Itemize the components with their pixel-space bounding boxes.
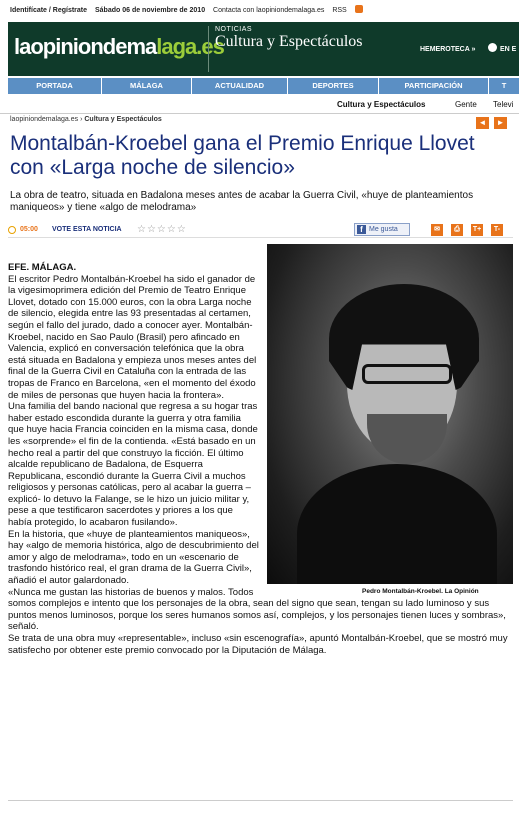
vote-label[interactable]: VOTE ESTA NOTICIA [52, 226, 122, 233]
nav-item-deportes[interactable]: DEPORTES [288, 78, 379, 94]
en-label: EN E [500, 46, 517, 53]
font-increase-icon[interactable]: T+ [471, 224, 483, 236]
article-paragraph: Se trata de una obra muy «representable», incluso «sin escenografía», apuntó Montalbán-Kroebel, que se mostró muy satisfecho por obtener este premio convocado por la Diputación de Málaga. [8, 633, 508, 656]
nav-item-participacion[interactable]: PARTICIPACIÓN [379, 78, 489, 94]
article-paragraph: El escritor Pedro Montalbán-Kroebel ha sido el ganador de la vigesimoprimera edición del Premio de Teatro Enrique Llovet, dotado con 15.000 euros, con la obra Larga noche de silencio, elegida entre las 93 presentadas al certamen, según el fallo del jurado, dado a conocer ayer. Montalbán-Kroebel, nacido en Sao Paulo (Brasil) pero afincado en Valencia, explicó en conversación telefónica que la obra está situada en Badalona y empieza unos meses antes del final de la Guerra Civil en Cataluña con la entrada de las tropas de Franco en Barcelona, «en el momento del éxodo de miles de personas que huyen hacia la frontera». [8, 273, 257, 401]
nav-item-actualidad[interactable]: ACTUALIDAD [192, 78, 288, 94]
site-header [8, 22, 519, 76]
article-tools-bar [8, 222, 513, 238]
section-name: Cultura y Espectáculos [215, 33, 363, 50]
rss-icon [355, 5, 363, 13]
facebook-like-button[interactable] [354, 223, 410, 236]
email-icon[interactable]: ✉ [431, 224, 443, 236]
login-register-link[interactable]: Identifícate / Regístrate [10, 7, 88, 14]
print-icon[interactable]: ⎙ [451, 224, 463, 236]
logo-part2: laga.es [156, 34, 224, 59]
breadcrumb [10, 116, 162, 123]
contact-link[interactable]: Contacta con laopiniondemalaga.es [213, 7, 325, 14]
logo-part1: laopiniondema [14, 34, 157, 59]
next-article-button[interactable]: ► [494, 117, 507, 129]
subnav-item-cultura[interactable]: Cultura y Espectáculos [337, 100, 426, 109]
nav-item-truncated[interactable]: T [501, 81, 507, 90]
rating-stars[interactable]: ☆☆☆☆☆ [137, 224, 187, 235]
site-logo[interactable] [14, 34, 224, 60]
article-paragraph: «Nunca me gustan las historias de buenos y malos. Todos somos complejos e intento que los personajes de la obra, sean del signo que sean, tengan su lado luminoso y sus puntos menos luminosos, porque los seres humanos somos así, complejos, y los personajes tienen luces y sombras», señaló. [8, 586, 506, 633]
nav-item-portada[interactable]: PORTADA [8, 78, 102, 94]
nav-item-malaga[interactable]: MÁLAGA [102, 78, 192, 94]
photo-float-spacer [259, 262, 513, 595]
subnav-item-gente[interactable]: Gente [455, 100, 477, 109]
section-kicker: NOTICIAS [215, 26, 253, 33]
breadcrumb-section[interactable]: Cultura y Espectáculos [84, 116, 162, 123]
font-decrease-icon[interactable]: T- [491, 224, 503, 236]
rss-label: RSS [332, 7, 347, 14]
article-paragraph: Una familia del bando nacional que regresa a su hogar tras haber estado escondida durante la guerra y otra familia que huye hacia Francia coinciden en la misma casa, donde les «sorprende» el fin de la contienda. «Está basado en un hecho real a partir del que construyo la ficción. El último alcalde republicano de Badalona, de Esquerra Republicana, escondió durante la Guerra Civil a muchos religiosos y personas católicas, pero al acabar la guerra –explicó- lo detuvo la Falange, se le hizo un juicio militar y, pese a que testificaron sacerdotes y priores a los que había protegido, lo acabaron fusilando». [8, 401, 258, 529]
current-date: Sábado 06 de noviembre de 2010 [94, 7, 206, 14]
section-title-box [208, 26, 408, 72]
photo-caption: Pedro Montalbán-Kroebel. La Opinión [362, 588, 479, 595]
hemeroteca-link[interactable]: HEMEROTECA » [420, 46, 476, 53]
article-body [8, 262, 513, 656]
main-nav [8, 78, 519, 94]
like-label: Me gusta [369, 226, 398, 233]
breadcrumb-separator: › [80, 116, 83, 123]
publish-time: 05:00 [20, 226, 38, 233]
rss-link[interactable] [332, 7, 362, 14]
footer-divider [8, 800, 513, 801]
article-standfirst: La obra de teatro, situada en Badalona meses antes de acabar la Guerra Civil, «huye de planteamientos maniqueos» y tiene «algo de melodrama» [10, 190, 474, 213]
clock-icon [8, 226, 16, 234]
article-paragraph: En la historia, que «huye de planteamientos maniqueos», hay «algo de memoria histórica, algo de descubrimiento del amor y algo de melodrama», todo en un «escenario de trasfondo histórico real, el gran drama de la Guerra Civil», añadió el autor galardonado. [8, 528, 259, 587]
section-subnav [0, 96, 519, 114]
top-utility-bar [0, 0, 519, 22]
prev-article-button[interactable]: ◄ [476, 117, 489, 129]
subnav-item-television[interactable]: Televi [493, 100, 514, 109]
breadcrumb-site[interactable]: laopiniondemalaga.es [10, 116, 79, 123]
article-headline: Montalbán-Kroebel gana el Premio Enrique Llovet con «Larga noche de silencio» [10, 132, 475, 179]
facebook-icon: f [357, 225, 366, 234]
dateline: EFE. MÁLAGA. [8, 262, 77, 273]
radio-button[interactable] [488, 43, 497, 52]
